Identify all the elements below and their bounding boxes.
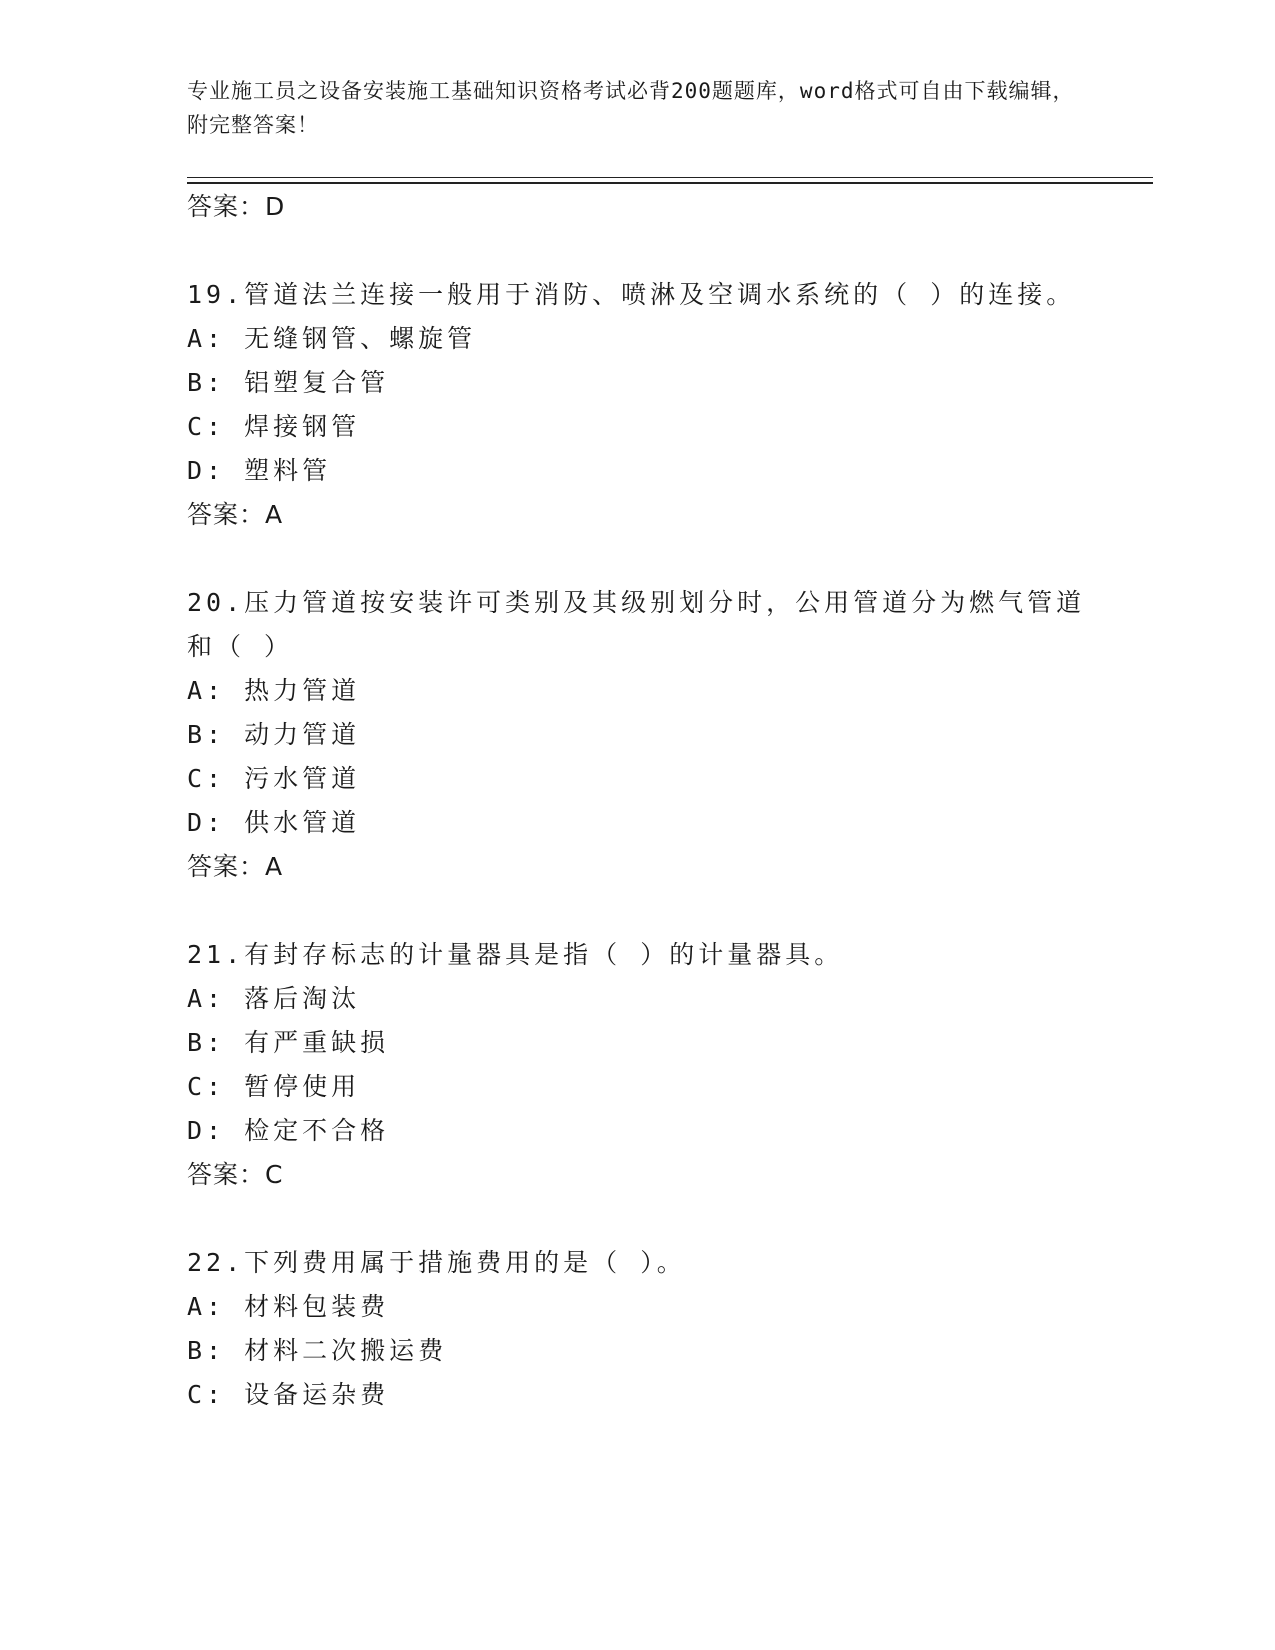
question-20-option-c: C: 污水管道 [187,764,361,793]
question-21-stem: 21.有封存标志的计量器具是指（ ）的计量器具。 [187,940,844,969]
question-21-option-d: D: 检定不合格 [187,1116,390,1145]
question-22-stem: 22.下列费用属于措施费用的是（ ）。 [187,1248,686,1277]
question-19-stem: 19.管道法兰连接一般用于消防、喷淋及空调水系统的（ ）的连接。 [187,280,1076,309]
header-rule-thick [187,182,1153,184]
header-rule-thin [187,177,1153,178]
question-20-option-d: D: 供水管道 [187,808,361,837]
question-21-option-b: B: 有严重缺损 [187,1028,390,1057]
question-20-option-b: B: 动力管道 [187,720,361,749]
document-header: 专业施工员之设备安装施工基础知识资格考试必背200题题库，word格式可自由下载编辑，附完整答案！ [187,79,1075,137]
question-20-stem: 20.压力管道按安装许可类别及其级别划分时，公用管道分为燃气管道 [187,588,1086,617]
question-22-option-b: B: 材料二次搬运费 [187,1336,448,1365]
question-22-option-c: C: 设备运杂费 [187,1380,390,1409]
question-22-option-a: A: 材料包装费 [187,1292,390,1321]
question-19-option-d: D: 塑料管 [187,456,332,485]
question-19-option-a: A: 无缝钢管、螺旋管 [187,324,477,353]
question-20-stem-cont: 和（ ） [187,632,294,661]
answer-20: 答案：A [187,852,284,881]
answer-19: 答案：A [187,500,284,529]
question-21-option-a: A: 落后淘汰 [187,984,361,1013]
question-19-option-c: C: 焊接钢管 [187,412,361,441]
answer-18: 答案：D [187,192,286,221]
question-21-option-c: C: 暂停使用 [187,1072,361,1101]
answer-21: 答案：C [187,1160,284,1189]
question-19-option-b: B: 铝塑复合管 [187,368,390,397]
question-20-option-a: A: 热力管道 [187,676,361,705]
